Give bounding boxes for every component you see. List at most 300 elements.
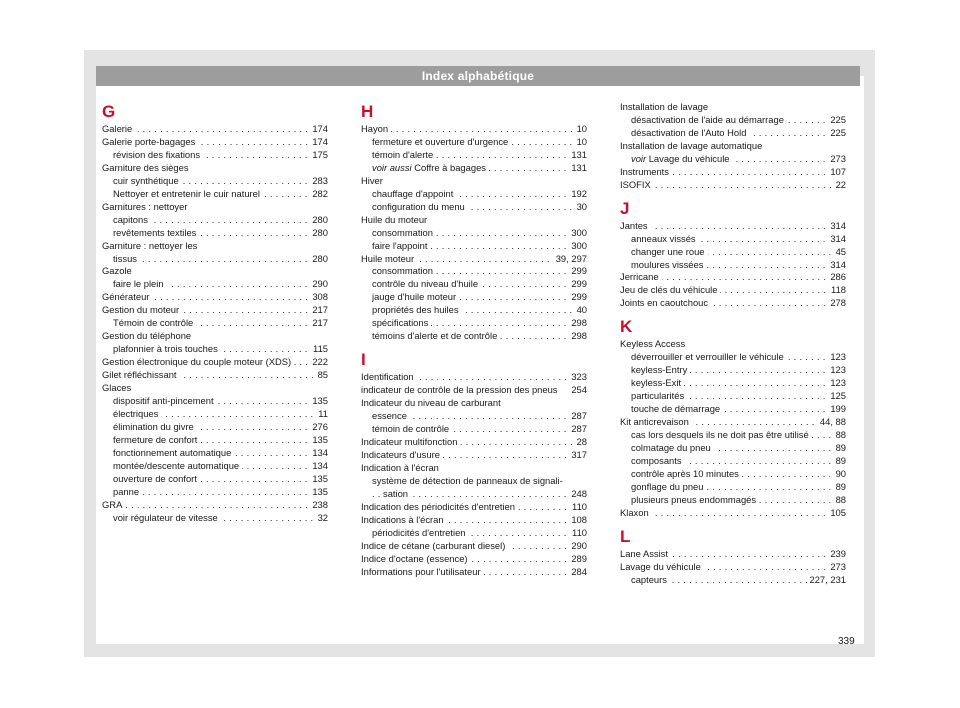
index-subentry: [620, 153, 846, 166]
entry-label: Indice d'octane (essence): [361, 552, 468, 564]
index-subentry: [361, 149, 587, 162]
entry-see-also: voir: [631, 152, 647, 164]
entry-text: [102, 382, 134, 393]
entry-label: Gazole: [102, 265, 132, 277]
entry-label: Joints en caoutchouc: [620, 297, 709, 309]
entry-page-ref: 254: [568, 384, 587, 397]
entry-page-ref: 282: [309, 188, 328, 201]
index-subentry: [361, 410, 587, 423]
entry-label: Galerie porte-bagages: [102, 135, 196, 147]
entry-label: témoins d'alerte et de contrôle: [372, 330, 498, 342]
entry-text: [631, 481, 706, 492]
entry-text: [631, 114, 787, 125]
index-subentry: [361, 227, 587, 240]
entry-page-ref: 217: [309, 304, 328, 317]
entry-text: [372, 136, 511, 147]
index-entry: [620, 507, 846, 520]
entry-label: moulures vissées: [631, 258, 704, 270]
entry-page-ref: 175: [309, 149, 328, 162]
entry-text: [620, 101, 711, 112]
entry-page-ref: 134: [309, 447, 328, 460]
entry-page-ref: 44, 88: [817, 416, 846, 429]
entry-page-ref: 135: [309, 434, 328, 447]
entry-label: sation: [383, 487, 409, 499]
entry-page-ref: 135: [309, 395, 328, 408]
entry-page-ref: 134: [309, 460, 328, 473]
index-subentry: [361, 488, 587, 501]
entry-label: Garnitures : nettoyer: [102, 200, 188, 212]
index-subentry: [102, 253, 328, 266]
entry-label: Keyless Access: [620, 338, 686, 350]
index-subentry: [102, 421, 328, 434]
index-entry: [620, 548, 846, 561]
entry-text: [361, 436, 460, 447]
entry-text: [102, 123, 135, 134]
entry-page-ref: 192: [568, 188, 587, 201]
entry-label: Générateur: [102, 291, 150, 303]
index-entry: [361, 371, 587, 384]
entry-label: Installation de lavage automatique: [620, 139, 763, 151]
entry-text: [113, 512, 221, 523]
entry-text: [631, 377, 684, 388]
entry-label: jauge d'huile moteur: [372, 291, 457, 303]
entry-page-ref: 123: [827, 351, 846, 364]
entry-text: [113, 408, 161, 419]
entry-text: [113, 447, 234, 458]
index-entry: [102, 201, 328, 214]
entry-page-ref: 108: [568, 514, 587, 527]
index-subentry: [102, 486, 328, 499]
entry-label: Gilet réfléchissant: [102, 369, 177, 381]
index-column-1: [102, 101, 328, 525]
entry-text: [113, 473, 200, 484]
index-entry: [361, 253, 587, 266]
entry-label: contrôle après 10 minutes: [631, 467, 739, 479]
index-entry: [361, 449, 587, 462]
entry-text: [113, 188, 263, 199]
entry-label: Lavage du véhicule: [620, 560, 701, 572]
entry-label: consommation: [372, 265, 433, 277]
index-entry: [361, 540, 587, 553]
entry-text: [361, 123, 391, 134]
page-header: [96, 66, 860, 86]
entry-text: [113, 253, 140, 264]
entry-page-ref: 287: [568, 410, 587, 423]
entry-page-ref: 115: [310, 343, 328, 356]
entry-label: cas lors desquels ils ne doit pas être utilisé: [631, 429, 809, 441]
entry-label: témoin de contrôle: [372, 423, 450, 435]
index-entry: [102, 123, 328, 136]
entry-label: Jeu de clés du véhicule: [620, 284, 718, 296]
entry-page-ref: 283: [309, 175, 328, 188]
index-entry: [361, 436, 587, 449]
entry-page-ref: 123: [827, 377, 846, 390]
entry-text: [361, 449, 443, 460]
index-entry: [361, 514, 587, 527]
entry-text: [372, 330, 500, 341]
entry-label: composants: [631, 454, 682, 466]
entry-text: [631, 153, 733, 164]
entry-text: [631, 259, 706, 270]
entry-text: [113, 278, 167, 289]
entry-label: ISOFIX: [620, 178, 651, 190]
entry-label: Installation de lavage: [620, 101, 709, 112]
entry-label: Kit anticrevaison: [620, 416, 689, 428]
entry-page-ref: 273: [827, 153, 846, 166]
entry-text: [361, 540, 508, 551]
index-subentry: [102, 149, 328, 162]
index-subentry: [361, 201, 587, 214]
entry-label: Indication des périodicités d'entretien: [361, 500, 515, 512]
entry-text: [361, 553, 471, 564]
entry-label: révision des fixations: [113, 148, 201, 160]
entry-label: Identification: [361, 371, 414, 383]
entry-text: [372, 265, 436, 276]
section-letter: I: [361, 350, 366, 370]
index-subentry: [361, 317, 587, 330]
entry-text: [631, 403, 723, 414]
entry-text: [372, 317, 431, 328]
entry-page-ref: 248: [568, 488, 587, 501]
index-subentry: [620, 481, 846, 494]
index-subentry: [102, 214, 328, 227]
entry-text: [102, 369, 180, 380]
entry-text: [631, 390, 687, 401]
entry-label: dispositif anti-pincement: [113, 395, 214, 407]
entry-page-ref: 88: [833, 494, 846, 507]
entry-label: revêtements textiles: [113, 226, 197, 238]
index-subentry: [102, 512, 328, 525]
entry-label: Coffre à bagages: [414, 161, 486, 173]
entry-label: Informations pour l'utilisateur: [361, 565, 481, 577]
entry-page-ref: 239: [827, 548, 846, 561]
index-column-2: [361, 101, 587, 578]
entry-label: consommation: [372, 226, 433, 238]
entry-page-ref: 118: [828, 284, 846, 297]
entry-text: [631, 429, 812, 440]
entry-label: témoin d'alerte: [372, 148, 434, 160]
entry-label: GRA: [102, 498, 123, 510]
entry-text: [372, 188, 456, 199]
entry-label: Garniture des sièges: [102, 161, 189, 173]
entry-label: tissus: [113, 252, 137, 264]
entry-label: spécifications: [372, 317, 429, 329]
entry-label: ouverture de confort: [113, 472, 197, 484]
entry-label: Hayon: [361, 123, 389, 134]
index-subentry: [361, 162, 587, 175]
entry-label: colmatage du pneu: [631, 441, 711, 453]
index-entry: [361, 214, 587, 227]
entry-text: [620, 507, 652, 518]
entry-page-ref: 227, 231: [807, 574, 847, 587]
index-entry: [361, 462, 587, 475]
entry-page-ref: 30: [574, 201, 587, 214]
index-entry: [620, 140, 846, 153]
entry-label: changer une roue: [631, 245, 705, 257]
entry-text: [620, 416, 692, 427]
entry-page-ref: 105: [827, 507, 846, 520]
entry-label: Klaxon: [620, 506, 649, 518]
index-subentry: [102, 227, 328, 240]
entry-text: [620, 548, 671, 559]
entry-text: [102, 265, 135, 276]
page-title: Index alphabétique: [421, 69, 535, 83]
entry-text: [372, 278, 481, 289]
entry-label: système de détection de panneaux de signali-: [372, 474, 563, 486]
index-entry: [620, 338, 846, 351]
entry-label: anneaux vissés: [631, 232, 696, 244]
index-subentry: [361, 527, 587, 540]
index-entry: [102, 499, 328, 512]
index-entry: [620, 561, 846, 574]
index-subentry: [102, 317, 328, 330]
entry-text: [631, 364, 690, 375]
entry-page-ref: 85: [315, 369, 328, 382]
entry-text: [361, 566, 484, 577]
entry-page-ref: 135: [309, 473, 328, 486]
entry-page-ref: 273: [827, 561, 846, 574]
index-subentry: [102, 408, 328, 421]
entry-text: [113, 214, 151, 225]
index-subentry: [361, 330, 587, 343]
entry-text: [361, 214, 430, 225]
entry-text: [372, 475, 566, 486]
entry-label: faire l'appoint: [372, 239, 428, 251]
entry-text: [102, 162, 192, 173]
index-subentry: [620, 233, 846, 246]
entry-text: [631, 468, 742, 479]
index-entry: [620, 297, 846, 310]
entry-label: Huile du moteur: [361, 213, 428, 225]
entry-label: Instruments: [620, 165, 669, 177]
index-entry: [102, 136, 328, 149]
entry-text: [631, 233, 699, 244]
index-entry: [361, 553, 587, 566]
entry-text: [113, 395, 217, 406]
entry-page-ref: 323: [568, 371, 587, 384]
entry-text: [620, 271, 662, 282]
entry-text: [113, 175, 182, 186]
entry-text: [113, 486, 142, 497]
index-entry: [620, 166, 846, 179]
index-subentry: [620, 390, 846, 403]
entry-label: Gestion électronique du couple moteur (XDS): [102, 356, 292, 368]
entry-page-ref: 225: [827, 127, 846, 140]
index-subentry: [620, 574, 846, 587]
entry-text: [372, 240, 430, 251]
entry-page-ref: 131: [568, 149, 587, 162]
entry-text: [631, 494, 759, 505]
entry-page-ref: 125: [827, 390, 846, 403]
entry-page-ref: 217: [309, 317, 328, 330]
entry-page-ref: 45: [833, 246, 846, 259]
entry-page-ref: 89: [833, 442, 846, 455]
entry-label: chauffage d'appoint: [372, 187, 454, 199]
entry-label: plafonnier à trois touches: [113, 343, 218, 355]
entry-page-ref: 300: [568, 227, 587, 240]
entry-page-ref: 317: [568, 449, 587, 462]
section-letter: G: [102, 102, 116, 121]
entry-label: indicateur de contrôle de la pression des pneus: [361, 384, 558, 396]
entry-label: électriques: [113, 407, 159, 419]
entry-text: [620, 166, 672, 177]
entry-text: [113, 421, 197, 432]
entry-page-ref: 238: [309, 499, 328, 512]
entry-text: [620, 338, 688, 349]
entry-page-ref: 299: [568, 278, 587, 291]
entry-text: [113, 434, 200, 445]
entry-text: [631, 127, 749, 138]
section-letter: L: [620, 526, 631, 546]
entry-text: [372, 162, 489, 173]
index-subentry: [361, 475, 587, 488]
entry-label: faire le plein: [113, 278, 164, 290]
index-entry: [361, 175, 587, 188]
entry-page-ref: 174: [309, 123, 328, 136]
entry-text: [372, 201, 468, 212]
index-entry: [620, 101, 846, 114]
entry-label: gonflage du pneu: [631, 480, 704, 492]
entry-page-ref: 174: [309, 136, 328, 149]
index-entry: [102, 304, 328, 317]
entry-page-ref: 289: [568, 553, 587, 566]
entry-text: [361, 514, 447, 525]
index-entry: [102, 240, 328, 253]
index-entry: [620, 271, 846, 284]
entry-label: fermeture de confort: [113, 433, 198, 445]
entry-page-ref: 287: [568, 423, 587, 436]
index-subentry: [102, 434, 328, 447]
index-subentry: [620, 468, 846, 481]
index-subentry: [620, 429, 846, 442]
index-entry: [620, 416, 846, 429]
entry-label: Hiver: [361, 174, 383, 186]
index-entry: [620, 220, 846, 233]
entry-page-ref: 298: [568, 330, 587, 343]
entry-label: voir régulateur de vitesse: [113, 511, 218, 523]
index-entry: [361, 384, 587, 397]
entry-page-ref: 40: [574, 304, 587, 317]
entry-page-ref: 278: [827, 297, 846, 310]
entry-text: [102, 499, 125, 510]
entry-text: [113, 227, 199, 238]
entry-label: configuration du menu: [372, 200, 465, 212]
entry-text: [102, 330, 194, 341]
entry-label: déverrouiller et verrouiller le véhicule: [631, 351, 784, 363]
entry-label: Jerricane: [620, 271, 659, 283]
entry-label: fonctionnement automatique: [113, 446, 232, 458]
entry-text: [372, 410, 410, 421]
entry-label: Jantes: [620, 219, 648, 231]
entry-label: Garniture : nettoyer les: [102, 239, 198, 251]
index-entry: [102, 162, 328, 175]
index-entry: [102, 356, 328, 369]
index-column-3: [620, 101, 846, 587]
index-subentry: [102, 188, 328, 201]
index-entry: [361, 566, 587, 579]
index-entry: [102, 265, 328, 278]
entry-text: [620, 297, 711, 308]
index-subentry: [361, 304, 587, 317]
entry-text: [631, 246, 708, 257]
entry-text: [372, 423, 452, 434]
entry-text: [102, 136, 198, 147]
entry-label: keyless-Exit: [631, 377, 682, 389]
index-subentry: [620, 494, 846, 507]
entry-page-ref: 276: [309, 421, 328, 434]
entry-page-ref: 90: [833, 468, 846, 481]
entry-text: [102, 201, 190, 212]
entry-label: montée/descente automatique: [113, 459, 240, 471]
section-letter: K: [620, 317, 633, 337]
entry-page-ref: 290: [568, 540, 587, 553]
entry-label: Indications à l'écran: [361, 513, 444, 525]
entry-page-ref: 123: [827, 364, 846, 377]
entry-page-ref: 314: [827, 233, 846, 246]
entry-page-ref: 222: [309, 356, 328, 369]
index-subentry: [102, 460, 328, 473]
entry-text: [113, 343, 221, 354]
entry-label: désactivation de l'aide au démarrage: [631, 113, 784, 125]
entry-page-ref: 131: [568, 162, 587, 175]
entry-text: [372, 304, 462, 315]
entry-page-ref: 10: [574, 123, 587, 136]
entry-page-ref: 225: [827, 114, 846, 127]
entry-label: keyless-Entry: [631, 364, 688, 376]
entry-text: [361, 462, 442, 473]
entry-see-also: voir aussi: [372, 161, 412, 173]
entry-label: Indicateur multifonction: [361, 435, 458, 447]
entry-page-ref: 280: [309, 214, 328, 227]
entry-page-ref: 28: [574, 436, 587, 449]
index-subentry: [102, 278, 328, 291]
entry-page-ref: 88: [833, 429, 846, 442]
entry-label: contrôle du niveau d'huile: [372, 278, 479, 290]
entry-label: capteurs: [631, 573, 667, 585]
index-subentry: [361, 291, 587, 304]
index-subentry: [620, 259, 846, 272]
entry-label: particularités: [631, 390, 685, 402]
index-entry: [361, 123, 587, 136]
entry-page-ref: 22: [833, 179, 846, 192]
index-subentry: [102, 175, 328, 188]
entry-label: Glaces: [102, 382, 132, 394]
entry-label: Galerie: [102, 123, 133, 134]
entry-text: [631, 455, 685, 466]
index-subentry: [620, 364, 846, 377]
index-entry: [361, 397, 587, 410]
index-subentry: [361, 188, 587, 201]
index-subentry: [620, 114, 846, 127]
index-entry: [620, 179, 846, 192]
index-entry: [102, 369, 328, 382]
entry-text: [372, 527, 469, 538]
entry-label: Gestion du moteur: [102, 304, 180, 316]
entry-page-ref: 89: [833, 481, 846, 494]
entry-text: [383, 488, 411, 499]
entry-label: périodicités d'entretien: [372, 526, 466, 538]
section-letter: J: [620, 198, 630, 218]
entry-page-ref: 290: [309, 278, 328, 291]
entry-label: panne: [113, 485, 140, 497]
entry-label: touche de démarrage: [631, 403, 721, 415]
entry-page-ref: 298: [568, 317, 587, 330]
index-entry: [102, 330, 328, 343]
entry-text: [113, 317, 196, 328]
entry-text: [102, 304, 182, 315]
entry-label: élimination du givre: [113, 420, 194, 432]
index-subentry: [620, 127, 846, 140]
